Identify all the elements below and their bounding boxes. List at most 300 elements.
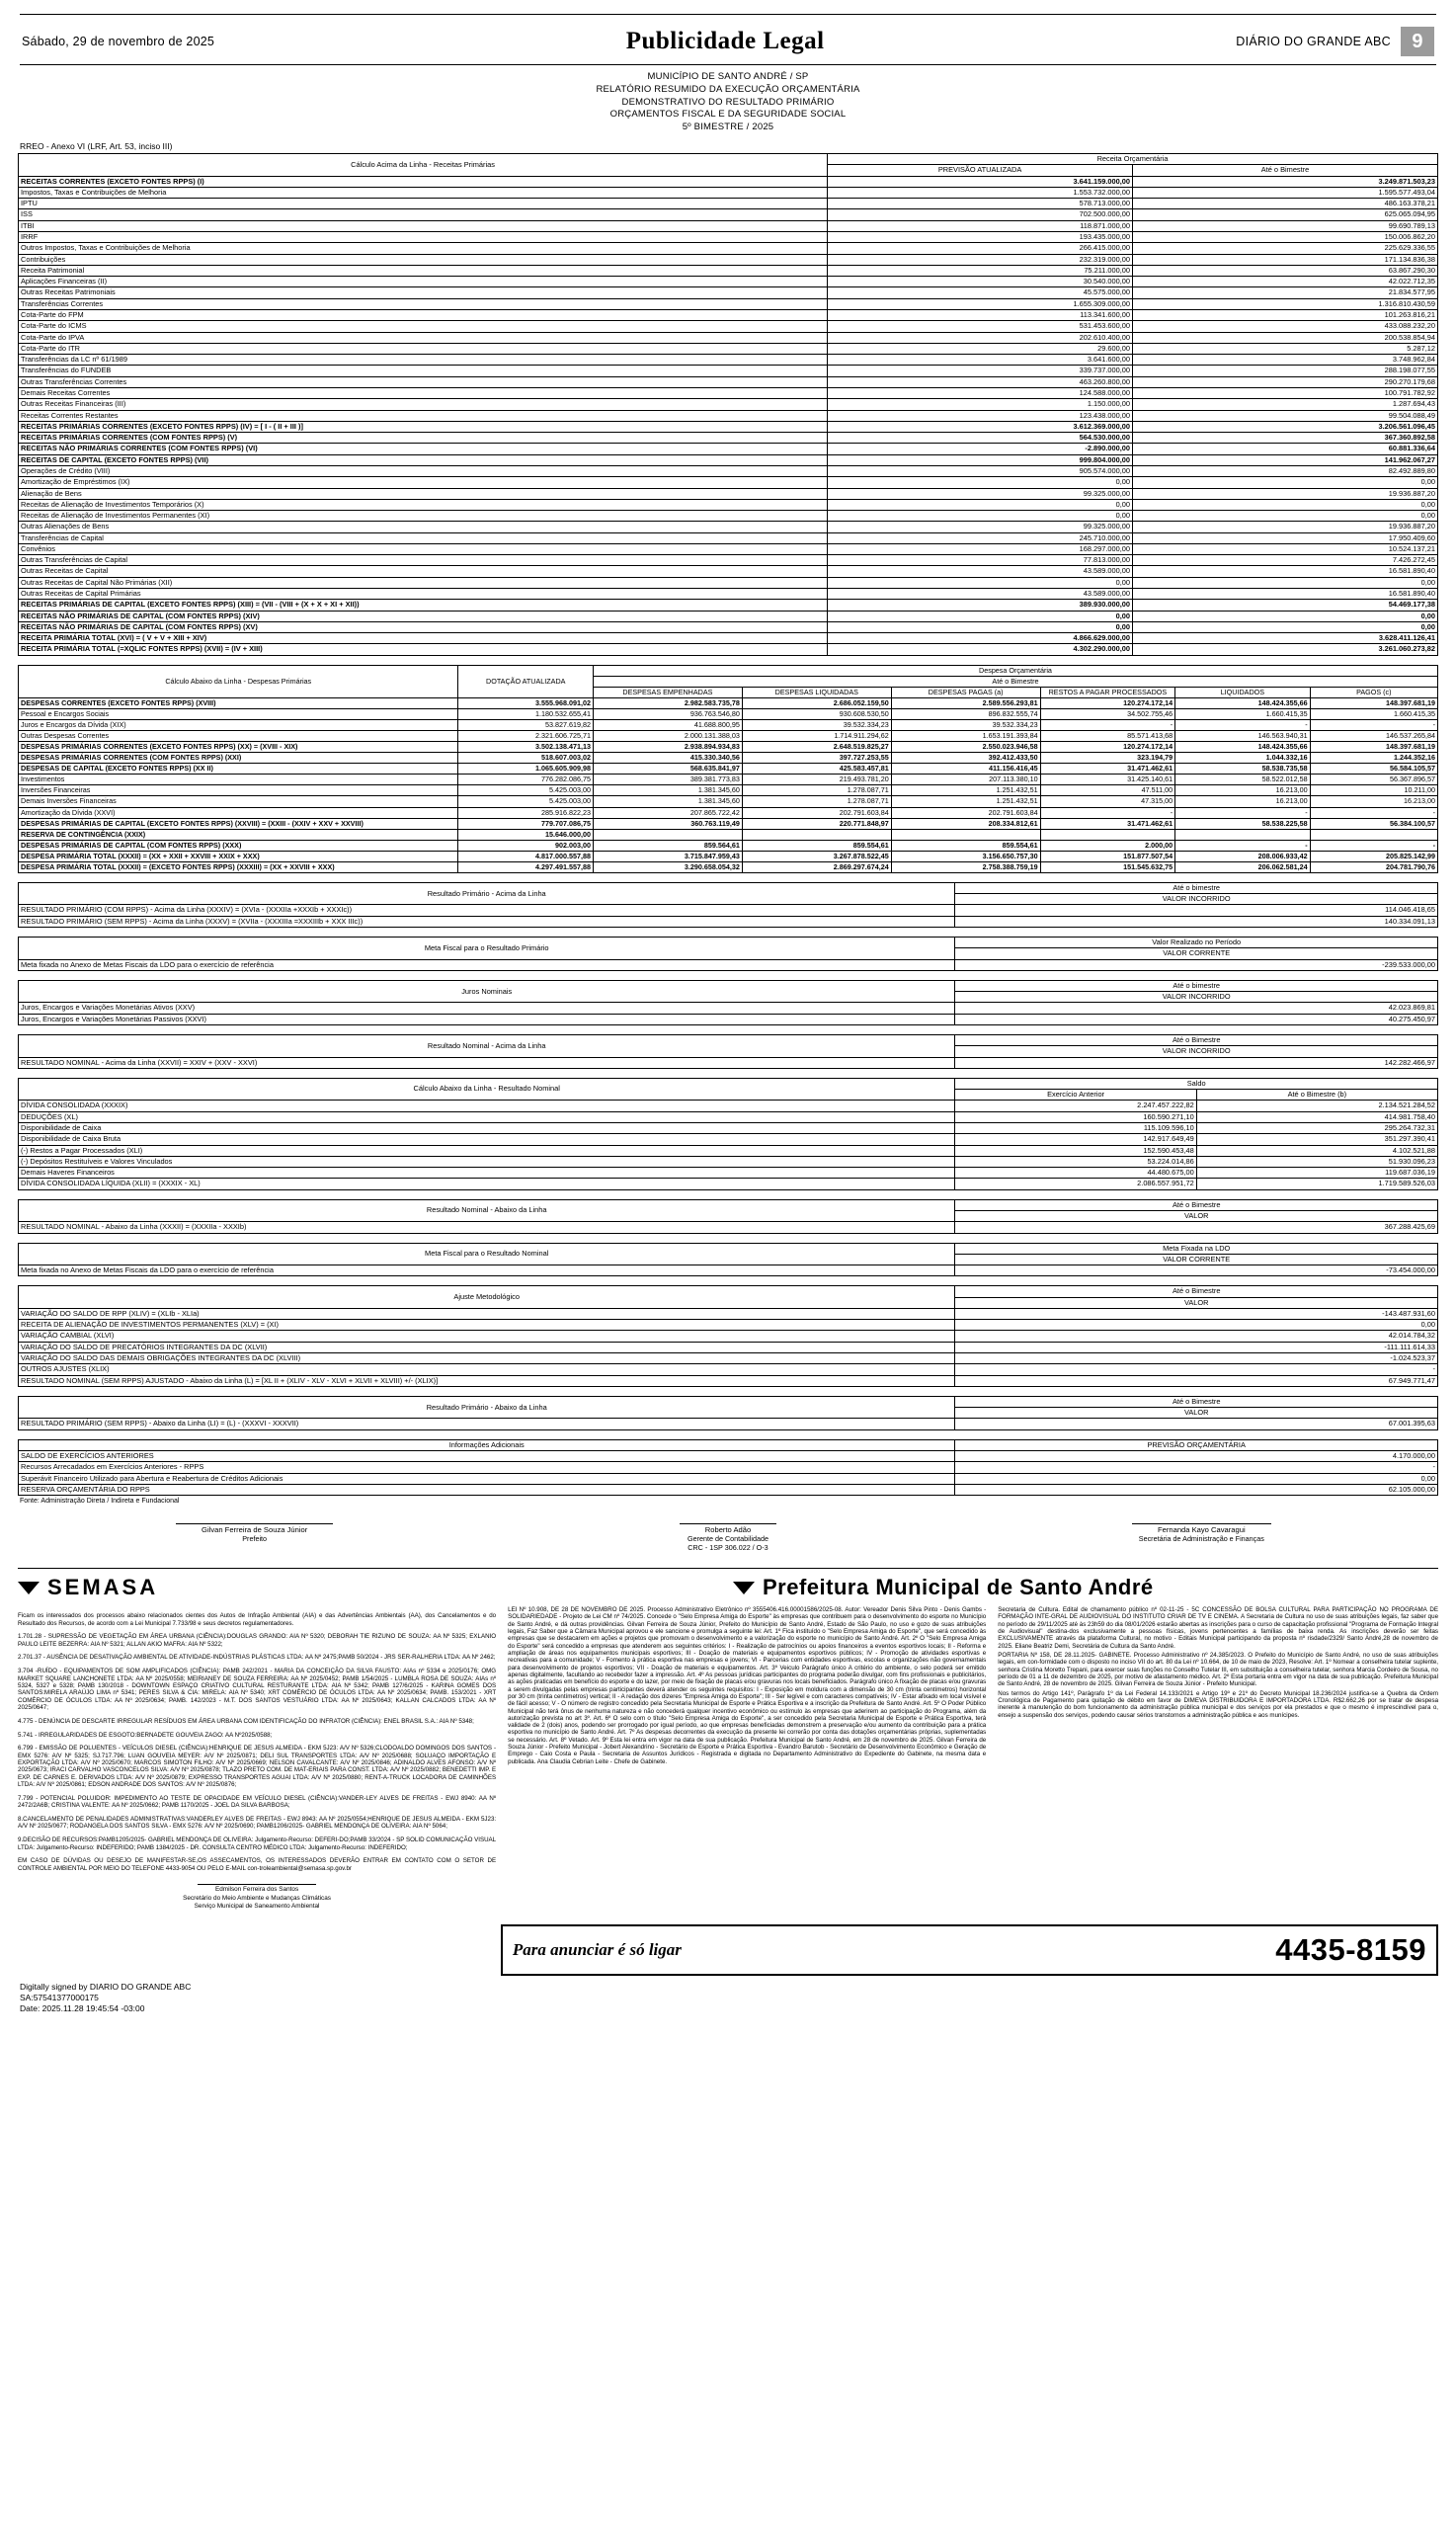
row-label: Cota-Parte do FPM [19, 310, 828, 321]
advertise-text: Para anunciar é só ligar [512, 1940, 682, 1960]
row-empenhadas: 3.715.847.959,43 [593, 851, 742, 861]
lower-headings [18, 1575, 1438, 1600]
paragraph: Ficam os interessados dos processos abaixo relacionados cientes dos Autos de Infração Ambiental (AIA) e das Advertências Ambientais (AA), dos Cancelamentos e do Resultado dos Recursos, de acordo com a Lei Municipal 7.733/98 e seus decretos regulamentadores. [18, 1612, 497, 1627]
row-ate-bimestre: 1.316.810.430,59 [1133, 298, 1438, 309]
table-row [19, 187, 1438, 198]
meta-fiscal-nominal-header-1: Meta Fixada na LDO [955, 1243, 1438, 1254]
lower-columns [18, 1606, 1438, 1911]
row-rap-liquidados: 1.044.332,16 [1175, 753, 1311, 764]
row-ate-bimestre: 16.581.890,40 [1133, 566, 1438, 577]
row-value: 0,00 [955, 1320, 1438, 1331]
row-previsao: 905.574.000,00 [828, 465, 1133, 476]
row-previsao: 702.500.000,00 [828, 209, 1133, 220]
paragraph: 4.775 - DENÚNCIA DE DESCARTE IRREGULAR RESÍDUOS EM ÁREA URBANA COM IDENTIFICAÇÃO DO INFRATOR (CIÊNCIA): ENEL BRASIL S.A.: AIA Nº 5348; [18, 1717, 474, 1725]
table-row [19, 1375, 1438, 1386]
row-value: - [955, 1364, 1438, 1375]
row-ate-bimestre: 51.930.096,23 [1196, 1156, 1437, 1167]
row-previsao: 531.453.600,00 [828, 321, 1133, 332]
table-row [19, 343, 1438, 354]
row-label: DÍVIDA CONSOLIDADA LÍQUIDA (XLII) = (XXXIX - XL) [19, 1179, 955, 1189]
row-dotacao: 3.555.968.091,02 [458, 697, 594, 708]
row-rap-liquidados: - [1175, 840, 1311, 851]
row-previsao: 564.530.000,00 [828, 433, 1133, 444]
table-row [19, 277, 1438, 287]
row-rap-pagos: 204.781.790,76 [1310, 861, 1437, 872]
row-liquidadas: 1.278.087,71 [742, 785, 891, 796]
table-row [19, 454, 1438, 465]
t2-header-ate-bimestre: Até o Bimestre [593, 676, 1437, 687]
row-label: DESPESAS PRIMÁRIAS CORRENTES (COM FONTES RPPS) (XXI) [19, 753, 458, 764]
row-liquidadas: 220.771.848,97 [742, 818, 891, 829]
row-label: Outras Transferências Correntes [19, 376, 828, 387]
row-label: Impostos, Taxas e Contribuições de Melhoria [19, 187, 828, 198]
meta-fiscal-primario-title: Meta Fiscal para o Resultado Primário [19, 938, 955, 960]
semasa-heading: SEMASA [47, 1575, 159, 1600]
row-empenhadas: 936.763.546,80 [593, 708, 742, 719]
row-rap-pagos: 10.211,00 [1310, 785, 1437, 796]
row-rap-processados [1040, 829, 1175, 840]
row-value: 140.334.091,13 [955, 916, 1438, 927]
t7-header-ate-bimestre: Até o Bimestre (b) [1196, 1090, 1437, 1101]
ajuste-metodologico-header-2: VALOR [955, 1297, 1438, 1308]
masthead-date: Sábado, 29 de novembro de 2025 [22, 35, 215, 48]
row-ate-bimestre: 16.581.890,40 [1133, 589, 1438, 600]
row-previsao: 266.415.000,00 [828, 243, 1133, 254]
row-previsao: 1.553.732.000,00 [828, 187, 1133, 198]
row-label: IRRF [19, 232, 828, 243]
paragraph: 2.701.37 - AUSÊNCIA DE DESATIVAÇÃO AMBIENTAL DE ATIVIDADE-INDÚSTRIAS PLÁSTICAS LTDA: AA Nº 2475;PAMB 50/2024 - JRS SER-RALHERIA LTDA: AA Nº 2462; [18, 1654, 496, 1662]
row-rap-pagos: 1.244.352,16 [1310, 753, 1437, 764]
row-previsao: 339.737.000,00 [828, 366, 1133, 376]
t7-title: Cálculo Abaixo da Linha - Resultado Nominal [19, 1078, 955, 1101]
table-row [19, 254, 1438, 265]
table-row [19, 287, 1438, 298]
row-previsao: 245.710.000,00 [828, 532, 1133, 543]
row-label: Outras Receitas Patrimoniais [19, 287, 828, 298]
row-ate-bimestre: 1.595.577.493,04 [1133, 187, 1438, 198]
row-dotacao: 2.321.606.725,71 [458, 731, 594, 742]
table-row [19, 577, 1438, 588]
row-label: DESPESAS DE CAPITAL (EXCETO FONTES RPPS) (XX II) [19, 764, 458, 775]
row-label: DESPESA PRIMÁRIA TOTAL (XXXII) = (EXCETO FONTES RPPS) (XXXIII) = (XX + XXVIII + XXX) [19, 861, 458, 872]
t7-header-saldo: Saldo [955, 1078, 1438, 1089]
table-row [19, 1308, 1438, 1319]
table-resultado-nominal-abaixo [18, 1199, 1438, 1234]
row-value: -111.111.614,33 [955, 1342, 1438, 1352]
row-ate-bimestre: 295.264.732,31 [1196, 1122, 1437, 1133]
row-previsao: 193.435.000,00 [828, 232, 1133, 243]
row-ate-bimestre: 21.834.577,95 [1133, 287, 1438, 298]
row-ate-bimestre: 290.270.179,68 [1133, 376, 1438, 387]
row-pagas: 1.653.191.393,84 [891, 731, 1040, 742]
table-row [19, 708, 1438, 719]
row-pagas: 392.412.433,50 [891, 753, 1040, 764]
table-resultado-primario-acima [18, 882, 1438, 928]
row-rap-liquidados: 206.062.581,24 [1175, 861, 1311, 872]
row-empenhadas [593, 829, 742, 840]
row-label: VARIAÇÃO DO SALDO DE RPP (XLIV) = (XLIb - XLIa) [19, 1308, 955, 1319]
row-ate-bimestre: 99.690.789,13 [1133, 220, 1438, 231]
row-label: DESPESAS CORRENTES (EXCETO FONTES RPPS) (XVIII) [19, 697, 458, 708]
row-rap-pagos: - [1310, 720, 1437, 731]
row-pagas: 1.251.432,51 [891, 796, 1040, 807]
row-ate-bimestre: 3.206.561.096,45 [1133, 421, 1438, 432]
row-label: RECEITAS NÃO PRIMÁRIAS DE CAPITAL (COM FONTES RPPS) (XIV) [19, 611, 828, 621]
paragraph: EM CASO DE DÚVIDAS OU DESEJO DE MANIFESTAR-SE,OS ASSECAMENTOS, OS INTERESSADOS DEVERÃO ENTRAR EM CONTATO COM O SETOR DE CONTROLE AMBIENTAL POR MEIO DO TELEFONE 4433-9054 OU PELO E-MAIL con-troleambiental@semasa.sp.gov.br [18, 1857, 497, 1872]
table-row [19, 265, 1438, 276]
table-row [19, 1156, 1438, 1167]
row-label: Superávit Financeiro Utilizado para Abertura e Reabertura de Créditos Adicionais [19, 1473, 955, 1484]
table-row [19, 421, 1438, 432]
table-row [19, 742, 1438, 753]
table-row [19, 1003, 1438, 1014]
row-value: 367.288.425,69 [955, 1222, 1438, 1233]
row-ate-bimestre: 10.524.137,21 [1133, 543, 1438, 554]
table-row [19, 209, 1438, 220]
row-ate-bimestre: 288.198.077,55 [1133, 366, 1438, 376]
signature-name: Fernanda Kayo Cavaragui [1132, 1523, 1271, 1534]
row-previsao: 1.655.309.000,00 [828, 298, 1133, 309]
row-ate-bimestre: 0,00 [1133, 477, 1438, 488]
resultado-primario-acima-header-1: Até o bimestre [955, 882, 1438, 893]
row-rap-liquidados: - [1175, 807, 1311, 818]
row-label: Outras Receitas de Capital Não Primárias (XII) [19, 577, 828, 588]
row-liquidadas: 1.278.087,71 [742, 796, 891, 807]
row-previsao: 0,00 [828, 611, 1133, 621]
row-empenhadas: 2.982.583.735,78 [593, 697, 742, 708]
table-row [19, 511, 1438, 522]
row-ate-bimestre: 119.687.036,19 [1196, 1168, 1437, 1179]
row-ate-bimestre: 42.022.712,35 [1133, 277, 1438, 287]
advertise-phone: 4435-8159 [1275, 1932, 1426, 1968]
row-previsao: 3.612.369.000,00 [828, 421, 1133, 432]
row-value: 114.046.418,65 [955, 905, 1438, 916]
t1-header-ate-bimestre: Até o Bimestre [1133, 165, 1438, 176]
row-pagas: 2.589.556.293,81 [891, 697, 1040, 708]
row-ate-bimestre: 3.261.060.273,82 [1133, 644, 1438, 655]
table-row [19, 488, 1438, 499]
table-row [19, 433, 1438, 444]
row-previsao: -2.890.000,00 [828, 444, 1133, 454]
row-label: Receita Patrimonial [19, 265, 828, 276]
resultado-nominal-abaixo-header-2: VALOR [955, 1210, 1438, 1221]
row-ate-bimestre: 82.492.889,80 [1133, 465, 1438, 476]
ajuste-metodologico-title: Ajuste Metodológico [19, 1286, 955, 1309]
table-row [19, 764, 1438, 775]
row-value: -1.024.523,37 [955, 1353, 1438, 1364]
table-row [19, 796, 1438, 807]
semasa-sig-role1: Secretário do Meio Ambiente e Mudanças Climáticas [183, 1894, 332, 1902]
digital-sig-line-2: SA:57541377000175 [20, 1993, 99, 2003]
row-previsao: 123.438.000,00 [828, 410, 1133, 421]
row-ate-bimestre: 63.867.290,30 [1133, 265, 1438, 276]
table-row [19, 1101, 1438, 1111]
row-label: VARIAÇÃO DO SALDO DE PRECATÓRIOS INTEGRANTES DA DC (XLVII) [19, 1342, 955, 1352]
row-label: DESPESAS PRIMÁRIAS DE CAPITAL (COM FONTES RPPS) (XXX) [19, 840, 458, 851]
table-row [19, 310, 1438, 321]
masthead-title: Publicidade Legal [625, 28, 825, 54]
meta-fiscal-primario-header-2: VALOR CORRENTE [955, 948, 1438, 959]
table-row [19, 829, 1438, 840]
row-dotacao: 1.180.532.655,41 [458, 708, 594, 719]
row-label: SALDO DE EXERCÍCIOS ANTERIORES [19, 1451, 955, 1462]
row-previsao: 43.589.000,00 [828, 589, 1133, 600]
table-row [19, 332, 1438, 343]
row-rap-liquidados: 16.213,00 [1175, 785, 1311, 796]
row-label: RESULTADO NOMINAL - Acima da Linha (XXVII) = XXIV + (XXV - XXVI) [19, 1057, 955, 1068]
row-pagas: 859.554,61 [891, 840, 1040, 851]
table-row [19, 600, 1438, 611]
row-label: RECEITAS PRIMÁRIAS DE CAPITAL (EXCETO FONTES RPPS) (XIII) = (VII - (VIII + (X + X + XI + XII)) [19, 600, 828, 611]
row-rap-pagos: - [1310, 807, 1437, 818]
table-row [19, 1014, 1438, 1024]
table-row [19, 465, 1438, 476]
row-previsao: 45.575.000,00 [828, 287, 1133, 298]
row-label: Juros e Encargos da Dívida (XIX) [19, 720, 458, 731]
digital-signature-block [18, 1976, 1438, 2024]
t1-header-receita-orcamentaria: Receita Orçamentária [828, 154, 1438, 165]
table-row [19, 807, 1438, 818]
row-liquidadas: 859.554,61 [742, 840, 891, 851]
row-rap-pagos: 1.660.415,35 [1310, 708, 1437, 719]
row-empenhadas: 41.688.800,95 [593, 720, 742, 731]
row-liquidadas: 3.267.878.522,45 [742, 851, 891, 861]
row-rap-processados: 31.425.140,61 [1040, 775, 1175, 785]
row-rap-pagos: 16.213,00 [1310, 796, 1437, 807]
resultado-nominal-acima-title: Resultado Nominal - Acima da Linha [19, 1035, 955, 1058]
row-previsao: 118.871.000,00 [828, 220, 1133, 231]
table-row [19, 387, 1438, 398]
row-previsao: 999.804.000,00 [828, 454, 1133, 465]
row-liquidadas: 397.727.253,55 [742, 753, 891, 764]
row-ate-bimestre: 433.088.232,20 [1133, 321, 1438, 332]
row-pagas: 3.156.650.757,30 [891, 851, 1040, 861]
row-ate-bimestre: 19.936.887,20 [1133, 522, 1438, 532]
row-ate-bimestre: 54.469.177,38 [1133, 600, 1438, 611]
table-row [19, 522, 1438, 532]
row-empenhadas: 1.381.345,60 [593, 785, 742, 796]
row-empenhadas: 2.000.131.388,03 [593, 731, 742, 742]
row-label: Receitas de Alienação de Investimentos Permanentes (XI) [19, 511, 828, 522]
row-value: - [955, 1462, 1438, 1473]
report-line-1: MUNICÍPIO DE SANTO ANDRÉ / SP [647, 71, 809, 82]
report-line-5: 5º BIMESTRE / 2025 [682, 122, 774, 133]
row-liquidadas: 2.648.519.825,27 [742, 742, 891, 753]
row-ate-bimestre: 0,00 [1133, 511, 1438, 522]
row-value: -143.487.931,60 [955, 1308, 1438, 1319]
row-previsao: 4.302.290.000,00 [828, 644, 1133, 655]
advertise-banner[interactable] [501, 1924, 1438, 1976]
table-row [19, 1484, 1438, 1495]
resultado-nominal-acima-header-2: VALOR INCORRIDO [955, 1046, 1438, 1057]
report-line-4: ORÇAMENTOS FISCAL E DA SEGURIDADE SOCIAL [609, 109, 847, 121]
row-value: -239.533.000,00 [955, 959, 1438, 970]
table-row [19, 243, 1438, 254]
row-rap-liquidados: 58.522.012,58 [1175, 775, 1311, 785]
row-previsao: 0,00 [828, 577, 1133, 588]
paragraph: LEI Nº 10.908, DE 28 DE NOVEMBRO DE 2025. Processo Administrativo Eletrônico nº 3555406.416.00001586/2025-08. Autor: Vereador Denis Silva Pinto - Denis Gambs - SOLIDARIEDADE - Projeto de Lei CM nº 74/2025. Concede o "Selo Empresa Amiga do Esporte" às empresas que contribuem para o desenvolvimento do esporte no Município de Santo André, e dá outras providências. Gilvan Ferreira de Souza Júnior, Prefeito do Município de Santo André, Estado de São Paulo, no uso e gozo de suas atribuições legais, Faz Saber que a Câmara Municipal aprovou e ele sancione e promulga a seguinte lei: Art. 1º Fica instituído o "Selo Empresa Amiga do Esporte", que será concedido às empresas que se destacarem em ações e projetos que promovam o desenvolvimento e a valorização do esporte no município de Santo André. Art. 2º O "Selo Empresa Amiga do Esporte" será concedido a empresas que atenderem aos seguintes critérios: I - Realização de patrocínios ou apoios financeiros a eventos esportivos locais; II - Reforma e ampliação de áreas nos equipamentos municipais esportivos; III - Doação de materiais e equipamentos esportivos públicos; IV - Promoção de atividades esportivas e recreativas para a comunidade; V - Fomento à prática esportiva nas empresas e jovens; VI - Parcerias com entidades esportivas, escolas e organizações não governamentais para desenvolvimento de projetos esportivos; VII - Doação de materiais e equipamentos. Art. 3º Veiculo Parágrafo único A critério do ambiente, o selo poderá ser emitido apenas digitalmente, facultando ao recebedor fazer a impressão. Art. 4º As pessoas jurídicas participantes do programa poderão divulgar, com fins profissionais e publicitários, as ações praticadas em benefício do esporte e do lazer, por meio de fixação de placas e/ou gravuras nos locais beneficiados. Parágrafo único A fixação de placas e/ou gravuras a serem divulgadas pelas empresas participantes deverá atender os seguintes requisitos: I - Exposição em moldura com a dimensão de 30 cm (trinta centímetros) horizontal por 30 cm (trinta centímetros) vertical; II - A redação dos dizeres "Empresa Amiga do Esporte"; III - Ser legível e com caracteres compatíveis; IV - Estar afixado em local visível e de fácil acesso; V - O número de registro concedido pela Secretaria Municipal de Esporte e Prática Esportiva e a inscrição da Prefeitura de Santo André. Art. 5º O Poder Público Municipal não terá ônus de nenhuma natureza e não concederá qualquer incentivo econômico ou estímulo às empresas que aderirem ao participação do Programa, além da autorização prevista no art 3º. Art. 6º O selo com o título "Selo Empresa Amiga do Esporte", a ser concedido pela Secretaria Municipal de Esporte e Prática Esportiva, terá validade de 2 (dois) anos, podendo ser prorrogado por igual período, ao que empresas beneficiadas demonstrem a preservação e/ou aumento da contribuição para a prática esportiva no município de Santo André. Art. 7º As despesas decorrentes da execução da presente lei correrão por conta das dotações orçamentárias próprias, suplementadas se necessário. Art. 8º Vetado. Art. 9º Esta lei entra em vigor na data de sua publicação. Prefeitura Municipal de Santo André, em 28 de novembro de 2025. Gilvan Ferreira de Souza Júnior - Prefeito Municipal - Jobert Alexandrino - Secretário de Esporte e Prática Esportiva - Evandro Barutob - Secretário de Desenvolvimento Econômico e Geração de Emprego - Caio Costa e Paula - Secretaria de Assuntos Jurídicos - Registrada e digitada no Departamento Administrativo do Expediente do Gabinete, na mesma data e publicada. Ana Claudia Cebrian Leite - Chefe de Gabinete. [508, 1606, 987, 1765]
table-row [19, 959, 1438, 970]
semasa-sig-name: Edmilson Ferreira dos Santos [198, 1884, 316, 1894]
row-value: 4.170.000,00 [955, 1451, 1438, 1462]
table-row [19, 697, 1438, 708]
row-ate-bimestre: 17.950.409,60 [1133, 532, 1438, 543]
row-liquidadas: 39.532.334,23 [742, 720, 891, 731]
t2-header-rap-pagos: PAGOS (c) [1310, 687, 1437, 697]
table-row [19, 1222, 1438, 1233]
table-row [19, 298, 1438, 309]
row-ate-bimestre: 171.134.836,38 [1133, 254, 1438, 265]
row-ate-bimestre: 5.287,12 [1133, 343, 1438, 354]
row-label: Operações de Crédito (VIII) [19, 465, 828, 476]
row-label: RECEITAS DE CAPITAL (EXCETO FONTES RPPS) (VII) [19, 454, 828, 465]
table-row [19, 840, 1438, 851]
table-row [19, 543, 1438, 554]
paragraph: 5.741 - IRREGULARIDADES DE ESGOTO:BERNADETE GOUVEIA ZAGO: AA Nº2025/0588; [18, 1731, 273, 1739]
row-label: Cota-Parte do ICMS [19, 321, 828, 332]
row-rap-liquidados: 58.538.225,58 [1175, 818, 1311, 829]
row-previsao: 99.325.000,00 [828, 488, 1133, 499]
table-meta-fiscal-nominal [18, 1243, 1438, 1277]
table-row [19, 1364, 1438, 1375]
row-empenhadas: 1.381.345,60 [593, 796, 742, 807]
table-row [19, 199, 1438, 209]
row-label: Receitas de Alienação de Investimentos Temporários (X) [19, 499, 828, 510]
masthead-right [1236, 27, 1434, 56]
resultado-nominal-abaixo-title: Resultado Nominal - Abaixo da Linha [19, 1199, 955, 1222]
prefeitura-column-1 [508, 1606, 986, 1911]
resultado-primario-abaixo-title: Resultado Primário - Abaixo da Linha [19, 1396, 955, 1419]
row-pagas: 39.532.334,23 [891, 720, 1040, 731]
table-row [19, 1265, 1438, 1276]
semasa-column [18, 1606, 496, 1911]
table-row [19, 1342, 1438, 1352]
table-row [19, 621, 1438, 632]
row-label: OUTROS AJUSTES (XLIX) [19, 1364, 955, 1375]
row-label: Transferências do FUNDEB [19, 366, 828, 376]
table-ajuste-metodologico [18, 1285, 1438, 1387]
prefeitura-legal-text-2 [998, 1606, 1438, 1719]
paragraph: 1.701.28 - SUPRESSÃO DE VEGETAÇÃO EM ÁREA URBANA (CIÊNCIA):DOUGLAS GRANDO: AIA Nº 5320; DEBORAH TIE RIZUNO DE SOUZA: AA Nº 5325; EXLANIO PAULO LEITE BEZERRA: AIA Nº 5321; ALLAN AKIO MAFRA: AIA Nº 5322; [18, 1633, 497, 1648]
row-previsao: 124.588.000,00 [828, 387, 1133, 398]
table-row [19, 376, 1438, 387]
row-ate-bimestre: 19.936.887,20 [1133, 488, 1438, 499]
row-ate-bimestre: 200.538.854,94 [1133, 332, 1438, 343]
signature-administracao [965, 1523, 1438, 1552]
row-dotacao: 902.003,00 [458, 840, 594, 851]
table-row [19, 220, 1438, 231]
row-ate-bimestre: 141.962.067,27 [1133, 454, 1438, 465]
table-row [19, 232, 1438, 243]
row-previsao: 77.813.000,00 [828, 555, 1133, 566]
row-pagas: 202.791.603,84 [891, 807, 1040, 818]
row-rap-pagos [1310, 829, 1437, 840]
table-row [19, 775, 1438, 785]
paragraph: 6.799 - EMISSÃO DE POLUENTES - VEÍCULOS DIESEL (CIÊNCIA):HENRIQUE DE JESUS ALMEIDA - EKM 5J23: A/V Nº 5326;CLODOALDO DOMINGOS DOS SANTOS - EMX 5276: A/V Nº 5325; SJ.717.796; LUAN GOUVEIA MEYER: A/V Nº 2025/0871; DELI SUL TRANSPORTES LTDA: A/V Nº 2025/0688; SOLUAÇO IMPORTAÇÃO E EXPORTAÇÃO LTDA: A/V Nº 2025/0670; MARCOS SIMOTON FILHO: A/V Nº 2025/0669; NELSON CAVALCANTE: A/V Nº 2025/0846; ADINALDO ALVES AFONSO: A/V Nº 2025/0673; IRACI CARVALHO VASCONCELOS SILVA: A/V Nº 2025/0878; TLAZO PRETO COM. DE MAT-ERIAIS PARA CONST. LTDA: A/V Nº 2025/0882; BENEDETTI IMP. E EXP. DE CARNES E. DERIVADOS LTDA: A/V Nº 2025/0879; EXPRESSO TRANSPORTES AGUAI LTDA: A/V Nº 2025/0880; RENT-A-TRUCK LOCADORA DE CAMINHÕES LTDA: A/V Nº 2025/0861; EDSON ANDRADE DOS SANTOS: A/V Nº 2025/0876; [18, 1745, 497, 1789]
row-rap-liquidados: 16.213,00 [1175, 796, 1311, 807]
report-anexo-label: RREO - Anexo VI (LRF, Art. 53, inciso III) [20, 141, 173, 152]
triangle-down-icon [18, 1582, 40, 1594]
meta-fiscal-primario-header-1: Valor Realizado no Período [955, 938, 1438, 948]
row-previsao: 4.866.629.000,00 [828, 633, 1133, 644]
row-rap-processados: 85.571.413,68 [1040, 731, 1175, 742]
table-row [19, 1419, 1438, 1429]
report-line-2: RELATÓRIO RESUMIDO DA EXECUÇÃO ORÇAMENTÁRIA [596, 83, 860, 95]
row-rap-processados: 47.511,00 [1040, 785, 1175, 796]
row-label: RECEITAS PRIMÁRIAS CORRENTES (COM FONTES RPPS) (V) [19, 433, 828, 444]
row-label: DESPESAS PRIMÁRIAS DE CAPITAL (EXCETO FONTES RPPS) (XXVIII) = (XXIII - (XXIV + XXV + XXVIII) [19, 818, 458, 829]
row-label: VARIAÇÃO DO SALDO DAS DEMAIS OBRIGAÇÕES INTEGRANTES DA DC (XLVIII) [19, 1353, 955, 1364]
row-ate-bimestre: 3.249.871.503,23 [1133, 176, 1438, 187]
masthead-paper-name: DIÁRIO DO GRANDE ABC [1236, 35, 1391, 48]
row-rap-pagos: 56.367.896,57 [1310, 775, 1437, 785]
row-dotacao: 776.282.086,75 [458, 775, 594, 785]
t2-header-liquidadas: DESPESAS LIQUIDADAS [742, 687, 891, 697]
semasa-notice-text [18, 1612, 496, 1872]
row-rap-processados: 120.274.172,14 [1040, 697, 1175, 708]
row-rap-processados: 31.471.462,61 [1040, 764, 1175, 775]
row-exercicio-anterior: 115.109.596,10 [955, 1122, 1196, 1133]
row-previsao: 0,00 [828, 499, 1133, 510]
row-label: DÍVIDA CONSOLIDADA (XXXIX) [19, 1101, 955, 1111]
report-header [18, 65, 1438, 138]
row-label: RECEITAS PRIMÁRIAS CORRENTES (EXCETO FONTES RPPS) (IV) = [ I - ( II + III )] [19, 421, 828, 432]
row-previsao: 463.260.800,00 [828, 376, 1133, 387]
row-label: RESULTADO NOMINAL - Abaixo da Linha (XXXII) = (XXXIIa - XXXIb) [19, 1222, 955, 1233]
informacoes-adicionais-title: Informações Adicionais [19, 1439, 955, 1450]
row-exercicio-anterior: 152.590.453,48 [955, 1145, 1196, 1156]
row-exercicio-anterior: 53.224.014,86 [955, 1156, 1196, 1167]
signature-role: Prefeito [242, 1534, 268, 1544]
table-row [19, 818, 1438, 829]
row-label: Receitas Correntes Restantes [19, 410, 828, 421]
row-label: Convênios [19, 543, 828, 554]
signature-name: Roberto Adão [680, 1523, 776, 1534]
table-row [19, 644, 1438, 655]
t2-header-calculo: Cálculo Abaixo da Linha - Despesas Primárias [19, 665, 458, 697]
row-dotacao: 1.065.605.909,98 [458, 764, 594, 775]
row-value: 42.014.784,32 [955, 1331, 1438, 1342]
row-rap-processados: 47.315,00 [1040, 796, 1175, 807]
row-rap-processados: 2.000,00 [1040, 840, 1175, 851]
row-ate-bimestre: 0,00 [1133, 577, 1438, 588]
row-dotacao: 4.297.491.557,88 [458, 861, 594, 872]
row-label: Transferências da LC nº 61/1989 [19, 355, 828, 366]
table-informacoes-adicionais [18, 1439, 1438, 1496]
row-label: DESPESA PRIMÁRIA TOTAL (XXXII) = (XX + XXII + XXVIII + XXIX + XXX) [19, 851, 458, 861]
row-exercicio-anterior: 142.917.649,49 [955, 1134, 1196, 1145]
report-line-3: DEMONSTRATIVO DO RESULTADO PRIMÁRIO [621, 96, 835, 108]
signature-role: Secretária de Administração e Finanças [1138, 1534, 1264, 1544]
table-row [19, 1057, 1438, 1068]
lower-section [18, 1568, 1438, 1976]
row-ate-bimestre: 99.504.088,49 [1133, 410, 1438, 421]
row-previsao: 75.211.000,00 [828, 265, 1133, 276]
row-rap-liquidados: - [1175, 720, 1311, 731]
row-exercicio-anterior: 2.086.557.951,72 [955, 1179, 1196, 1189]
table-resultado-primario-abaixo [18, 1396, 1438, 1430]
row-previsao: 578.713.000,00 [828, 199, 1133, 209]
row-pagas: 2.550.023.946,58 [891, 742, 1040, 753]
row-label: Outras Despesas Correntes [19, 731, 458, 742]
row-label: Meta fixada no Anexo de Metas Fiscais da LDO para o exercício de referência [19, 959, 955, 970]
row-previsao: 389.930.000,00 [828, 600, 1133, 611]
row-label: RESULTADO PRIMÁRIO (SEM RPPS) - Abaixo da Linha (LI) = (L) - (XXXVI - XXXVII) [19, 1419, 955, 1429]
row-label: Transferências de Capital [19, 532, 828, 543]
row-rap-pagos: 148.397.681,19 [1310, 697, 1437, 708]
row-value: 67.949.771,47 [955, 1375, 1438, 1386]
row-value: 42.023.869,81 [955, 1003, 1438, 1014]
